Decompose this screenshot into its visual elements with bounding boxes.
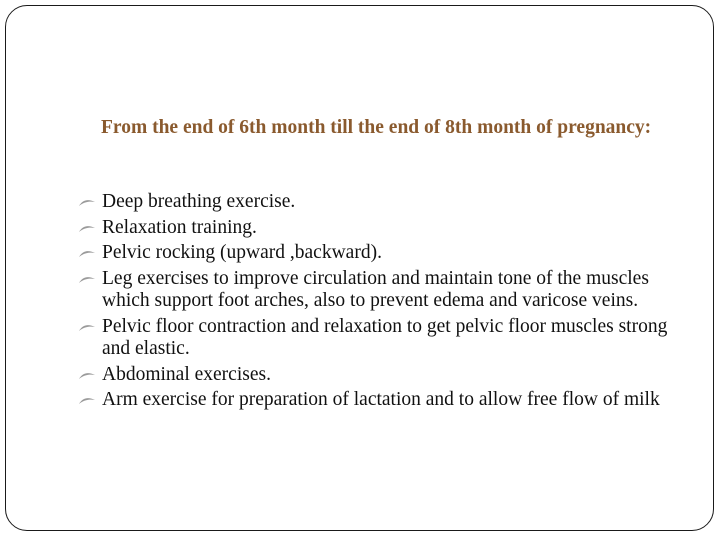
bullet-text: Relaxation training.	[102, 216, 257, 238]
bullet-text: Leg exercises to improve circulation and maintain tone of the muscles which support foot arches, also to prevent edema and varicose veins.	[102, 267, 649, 311]
list-item	[78, 242, 690, 265]
swoosh-bullet-icon	[78, 371, 96, 381]
slide-heading: From the end of 6th month till the end of 8th month of pregnancy:	[101, 117, 652, 138]
list-item	[78, 364, 690, 387]
bullet-text: Abdominal exercises.	[102, 363, 271, 385]
swoosh-bullet-icon	[78, 396, 96, 406]
list-item	[78, 217, 690, 240]
bullet-text: Pelvic floor contraction and relaxation to get pelvic floor muscles strong and elastic.	[102, 315, 668, 359]
swoosh-bullet-icon	[78, 275, 96, 285]
bullet-list	[78, 191, 690, 415]
bullet-text: Pelvic rocking (upward ,backward).	[102, 242, 382, 263]
swoosh-bullet-icon	[78, 198, 96, 208]
bullet-text: Deep breathing exercise.	[102, 191, 296, 212]
list-item	[78, 268, 690, 313]
list-item	[78, 389, 690, 412]
list-item	[78, 191, 690, 214]
swoosh-bullet-icon	[78, 323, 96, 333]
swoosh-bullet-icon	[78, 249, 96, 259]
bullet-text: Arm exercise for preparation of lactation and to allow free flow of milk	[102, 389, 660, 410]
swoosh-bullet-icon	[78, 224, 96, 234]
list-item	[78, 316, 690, 361]
